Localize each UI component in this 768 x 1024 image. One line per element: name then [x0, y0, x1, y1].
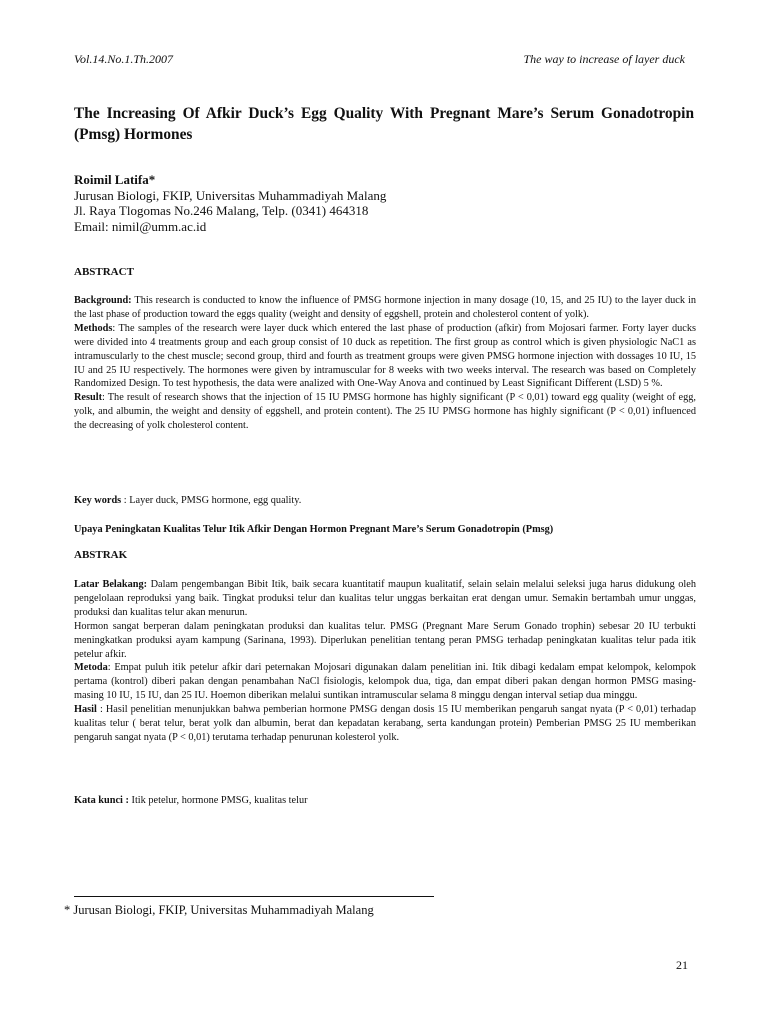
- methods-label: Methods: [74, 322, 113, 334]
- hasil-text: : Hasil penelitian menunjukkan bahwa pemberian hormone PMSG dengan dosis 15 IU memberikan pengaruh sangat nyata (P < 0,01) terhadap kualitas telur ( berat telur, berat yolk dan albumin, berat dan kepadatan kerabang, serta kandungan protein) Pemberian PMSG 25 IU memberikan pengaruh sangat nyata (P < 0,01) terutama terhadap penurunan kolesterol yolk.: [74, 704, 696, 743]
- abstrak-metoda: [74, 661, 696, 703]
- result-text: : The result of research shows that the injection of 15 IU PMSG hormone has highly significant (P < 0,01) toward egg quality (weight of egg, yolk, and albumin, the weight and density of eggshell, and protein content). The 25 IU PMSG hormone has highly significant (P < 0,01) influenced the decreasing of yolk cholesterol content.: [74, 392, 696, 432]
- latar-text: Dalam pengembangan Bibit Itik, baik secara kuantitatif maupun kualitatif, selain selain melalui seleksi juga harus didukung oleh pengelolaan reproduksi yang baik. Tingkat produksi telur dan kualitas telur unggas berkaitan erat dengan umur. Semakin bertambah umur unggas, produksi dan kualitas telur akan menurun.: [74, 579, 696, 618]
- footnote: * Jurusan Biologi, FKIP, Universitas Muhammadiyah Malang: [64, 903, 374, 917]
- metoda-label: Metoda: [74, 662, 108, 674]
- running-header: [74, 52, 685, 67]
- author-address: Jl. Raya Tlogomas No.246 Malang, Telp. (0341) 464318: [74, 203, 369, 218]
- abstrak-latar: [74, 578, 696, 620]
- abstract-methods: [74, 322, 696, 392]
- journal-volume: Vol.14.No.1.Th.2007: [74, 52, 174, 66]
- abstrak-hasil: [74, 703, 696, 745]
- abstract-heading: ABSTRACT: [74, 266, 134, 278]
- abstract-background: [74, 294, 696, 322]
- page-number: 21: [676, 958, 688, 972]
- background-text: This research is conducted to know the influence of PMSG hormone injection in many dosage (10, 15, and 25 IU) to the layer duck in the last phase of production toward the eggs quality (weight and density of eggshell, protein and cholesterol content of yolk).: [74, 295, 696, 320]
- footnote-divider: [74, 896, 434, 897]
- kata-kunci-text: Itik petelur, hormone PMSG, kualitas telur: [128, 795, 308, 806]
- latar-label: Latar Belakang:: [74, 579, 148, 590]
- keywords-text: : Layer duck, PMSG hormone, egg quality.: [121, 495, 302, 506]
- background-label: Background:: [74, 295, 132, 306]
- running-title: The way to increase of layer duck: [523, 52, 685, 66]
- abstrak-heading: ABSTRAK: [74, 549, 128, 561]
- author-name: Roimil Latifa*: [74, 172, 156, 187]
- kata-kunci: [74, 794, 696, 808]
- kata-kunci-label: Kata kunci :: [74, 795, 129, 806]
- metoda-text: : Empat puluh itik petelur afkir dari peternakan Mojosari digunakan dalam penelitian ini. Itik dibagi kedalam empat kelompok, kelompok pertama (kontrol) diberi pakan dengan penambahan NaCl fisiologis, kelompok dua, tiga, dan empat diberi pakan dengan hormon PMSG masing-masing 10 IU, 15 IU, dan 25 IU. Hoemon diberikan melalui suntikan intramuscular selama 8 minggu dengan interval setiap dua minggu.: [74, 662, 696, 702]
- paper-title: The Increasing Of Afkir Duck’s Egg Quality With Pregnant Mare’s Serum Gonadotropin (Pmsg) Hormones: [74, 105, 694, 143]
- abstract-result: [74, 391, 696, 433]
- author-affiliation: Jurusan Biologi, FKIP, Universitas Muhammadiyah Malang: [74, 187, 387, 203]
- keywords: [74, 494, 696, 508]
- result-label: Result: [74, 392, 103, 404]
- indonesian-title: Upaya Peningkatan Kualitas Telur Itik Afkir Dengan Hormon Pregnant Mare’s Serum Gonadotropin (Pmsg): [74, 524, 554, 535]
- hasil-label: Hasil: [74, 704, 97, 716]
- keywords-label: Key words: [74, 495, 122, 506]
- author-block: [74, 172, 634, 234]
- author-email: Email: nimil@umm.ac.id: [74, 218, 207, 234]
- abstract-body: [74, 294, 696, 433]
- methods-text: : The samples of the research were layer duck which entered the last phase of production (afkir) from Mojosari farmer. Forty layer ducks were divided into 4 treatments group and each group consist of 10 duck as repetition. The first group as control which is given physiologic NaC1 as intramuscularly to the chest muscle; second group, third and fourth as treatment groups were given PMSG hormone injection with dossages 10 IU, 15 IU and 25 IU respectively. The hormones were given by intramuscular for 8 weeks with two weeks interval. The research was based on Completely Randomized Design. To test hypothesis, the data were analized with One-Way Anova and continued by Least Significant Different (LSD) 5 %.: [74, 322, 696, 390]
- abstrak-hormon: Hormon sangat berperan dalam peningkatan produksi dan kualitas telur. PMSG (Pregnant Mare Serum Gonado trophin) sebesar 20 IU terbukti meningkatkan produksi ayam kampung (Sarinana, 1993). Diperlukan penelitian tentang peran PMSG terhadap peningkatan kualitas telur pada itik petelur afkir.: [74, 620, 696, 660]
- abstrak-body: [74, 578, 696, 745]
